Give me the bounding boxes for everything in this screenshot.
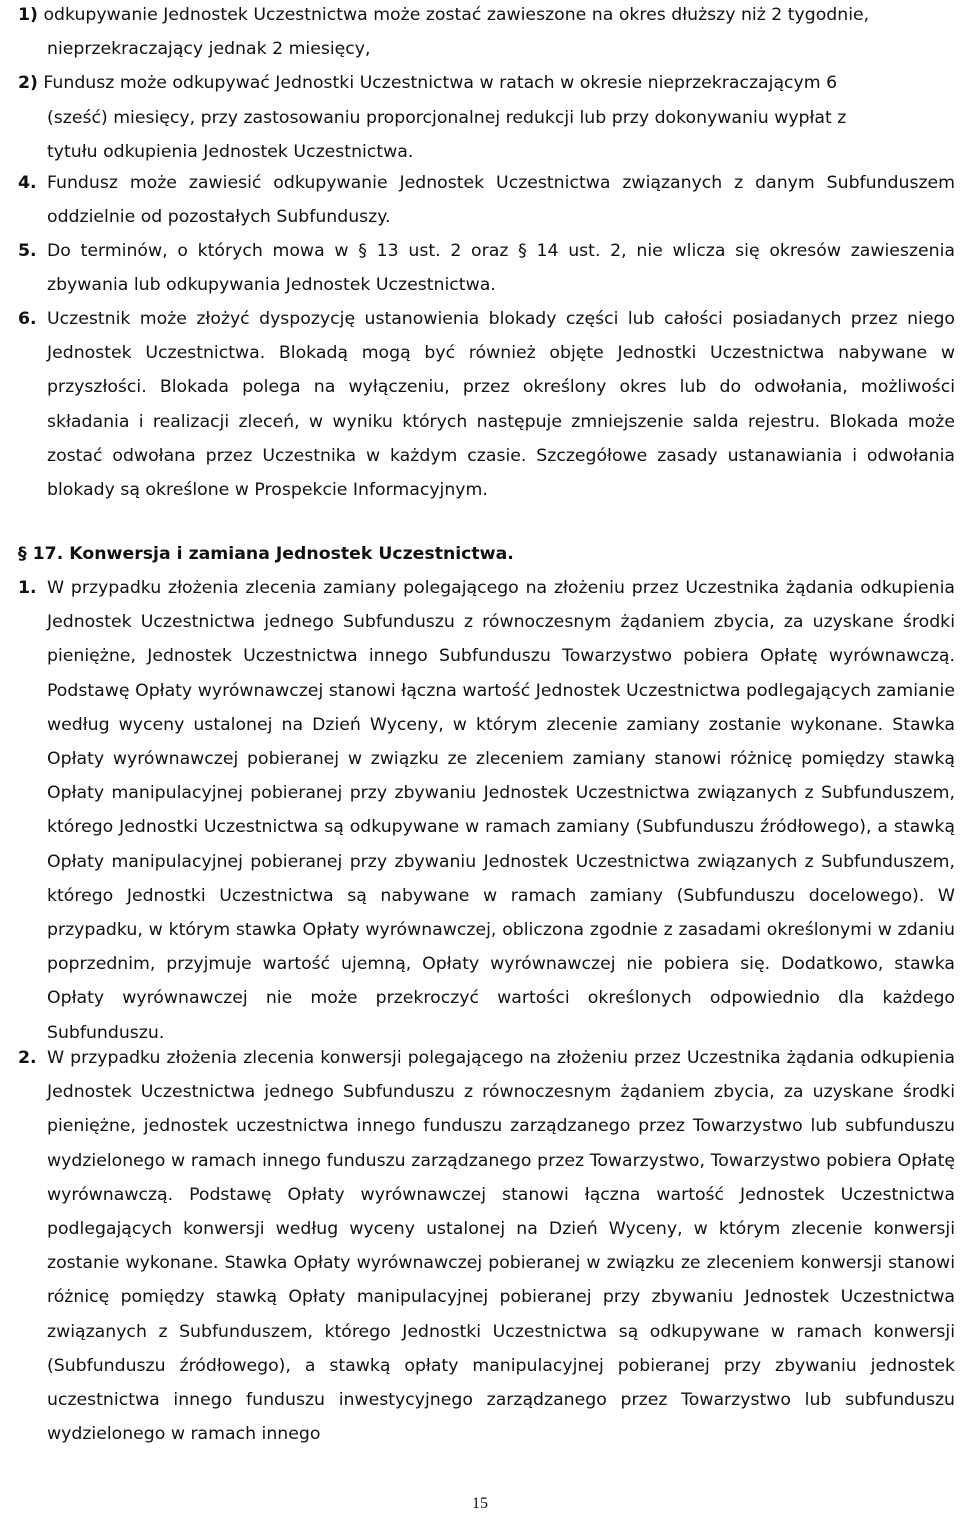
page-number: 15 — [472, 1495, 488, 1512]
item-number: 6. — [18, 309, 37, 329]
section-paragraph-2 — [18, 1041, 955, 1451]
item-text: Fundusz może zawiesić odkupywanie Jednostek Uczestnictwa związanych z danym Subfunduszem oddzielnie od pozostałych Subfunduszy. — [47, 173, 955, 228]
item-number: 4. — [18, 173, 37, 193]
document-page: 1) odkupywanie Jednostek Uczestnictwa może zostać zawieszone na okres dłuższy niż 2 tygodnie, nieprzekraczający jednak 2 miesięcy, 2) Fundusz może odkupywać Jednostki Uczestnictwa w ratach w okresie nieprzekraczającym 6 (sześć) miesięcy, przy zastosowaniu proporcjonalnej redukcji lub przy dokonywaniu wypłat z tytułu odkupienia Jednostek Uczestnictwa. 4. Fundusz może zawiesić odkupywanie Jednostek Uczestnictwa związanych z danym Subfunduszem oddzielnie od pozostałych Subfunduszy. 5. Do terminów, o których mowa w § 13 ust. 2 oraz § 14 ust. 2, nie wlicza się okresów zawieszenia zbywania lub odkupywania Jednostek Uczestnictwa. 6. Uczestnik może złożyć dyspozycję ustanowienia blokady części lub całości posiadanych przez niego Jednostek Uczestnictwa. Blokadą mogą być również objęte Jednostki Uczestnictwa nabywane w przyszłości. Blokada polega na wyłączeniu, przez określony okres lub do odwołania, możliwości składania i realizacji zleceń, w wyniku których następuje zmniejszenie salda rejestru. Blokada może zostać odwołana przez Uczestnika w każdym czasie. Szczegółowe zasady ustanawiania i odwołania blokady są określone w Prospekcie Informacyjnym. § 17. Konwersja i zamiana Jednostek Uczestnictwa. 1. W przypadku złożenia zlecenia zamiany polegającego na złożeniu przez Uczestnika żądania odkupienia Jednostek Uczestnictwa jednego Subfunduszu z równoczesnym żądaniem zbycia, za uzyskane środki pieniężne, Jednostek Uczestnictwa innego Subfunduszu Towarzystwo pobiera Opłatę wyrównawczą. Podstawę Opłaty wyrównawczej stanowi łączna wartość Jednostek Uczestnictwa podlegających zamianie według wyceny ustalonej na Dzień Wyceny, w którym zlecenie zamiany zostanie wykonane. Stawka Opłaty wyrównawczej pobieranej w związku ze zleceniem zamiany stanowi różnicę pomiędzy stawką Opłaty manipulacyjnej pobieranej przy zbywaniu Jednostek Uczestnictwa związanych z Subfunduszem, którego Jednostki Uczestnictwa są odkupywane w ramach zamiany (Subfunduszu źródłowego), a stawką Opłaty manipulacyjnej pobieranej przy zbywaniu Jednostek Uczestnictwa związanych z Subfunduszem, którego Jednostki Uczestnictwa są nabywane w ramach zamiany (Subfunduszu docelowego). W przypadku, w którym stawka Opłaty wyrównawczej, obliczona zgodnie z zasadami określonymi w zdaniu poprzednim, przyjmuje wartość ujemną, Opłaty wyrównawczej nie pobiera się. Dodatkowo, stawka Opłaty wyrównawczej nie może przekroczyć wartości określonych odpowiednio dla każdego Subfunduszu. 2. W przypadku złożenia zlecenia konwersji polegającego na złożeniu przez Uczestnika żądania odkupienia Jednostek Uczestnictwa jednego Subfunduszu z równoczesnym żądaniem zbycia, za uzyskane środki pieniężne, jednostek uczestnictwa innego funduszu zarządzanego przez Towarzystwo lub subfunduszu wydzielonego w ramach innego funduszu zarządzanego przez Towarzystwo, Towarzystwo pobiera Opłatę wyrównawczą. Podstawę Opłaty wyrównawczej stanowi łączna wartość Jednostek Uczestnictwa podlegających konwersji według wyceny ustalonej na Dzień Wyceny, w którym zlecenie konwersji zostanie wykonane. Stawka Opłaty wyrównawczej pobieranej w związku ze zleceniem konwersji stanowi różnicę pomiędzy stawką Opłaty manipulacyjnej pobieranej przy zbywaniu Jednostek Uczestnictwa związanych z Subfunduszem, którego Jednostki Uczestnictwa są odkupywane w ramach konwersji (Subfunduszu źródłowego), a stawką opłaty manipulacyjnej pobieranej przy zbywaniu jednostek uczestnictwa innego funduszu inwestycyjnego zarządzanego przez Towarzystwo lub subfunduszu wydzielonego w ramach innego 15 — [0, 0, 960, 1519]
text-line: odkupywanie Jednostek Uczestnictwa może zostać zawieszone na okres dłuższy niż 2 tygodnie, — [43, 5, 870, 25]
item-text: Uczestnik może złożyć dyspozycję ustanowienia blokady części lub całości posiadanych przez niego Jednostek Uczestnictwa. Blokadą mogą być również objęte Jednostki Uczestnictwa nabywane w przyszłości. Blokada polega na wyłączeniu, przez określony okres lub do odwołania, możliwości składania i realizacji zleceń, w wyniku których następuje zmniejszenie salda rejestru. Blokada może zostać odwołana przez Uczestnika w każdym czasie. Szczegółowe zasady ustanawiania i odwołania blokady są określone w Prospekcie Informacyjnym. — [47, 309, 955, 501]
paragraph-number: 1. — [18, 578, 37, 598]
list-item-6 — [18, 302, 955, 507]
item-text: Do terminów, o których mowa w § 13 ust. 2 oraz § 14 ust. 2, nie wlicza się okresów zawieszenia zbywania lub odkupywania Jednostek Uczestnictwa. — [47, 241, 955, 296]
section-paragraph-1 — [18, 571, 955, 1050]
paragraph-text: W przypadku złożenia zlecenia zamiany polegającego na złożeniu przez Uczestnika żądania odkupienia Jednostek Uczestnictwa jednego Subfunduszu z równoczesnym żądaniem zbycia, za uzyskane środki pieniężne, Jednostek Uczestnictwa innego Subfunduszu Towarzystwo pobiera Opłatę wyrównawczą. Podstawę Opłaty wyrównawczej stanowi łączna wartość Jednostek Uczestnictwa podlegających zamianie według wyceny ustalonej na Dzień Wyceny, w którym zlecenie zamiany zostanie wykonane. Stawka Opłaty wyrównawczej pobieranej w związku ze zleceniem zamiany stanowi różnicę pomiędzy stawką Opłaty manipulacyjnej pobieranej przy zbywaniu Jednostek Uczestnictwa związanych z Subfunduszem, którego Jednostki Uczestnictwa są odkupywane w ramach zamiany (Subfunduszu źródłowego), a stawką Opłaty manipulacyjnej pobieranej przy zbywaniu Jednostek Uczestnictwa związanych z Subfunduszem, którego Jednostki Uczestnictwa są nabywane w ramach zamiany (Subfunduszu docelowego). W przypadku, w którym stawka Opłaty wyrównawczej, obliczona zgodnie z zasadami określonymi w zdaniu poprzednim, przyjmuje wartość ujemną, Opłaty wyrównawczej nie pobiera się. Dodatkowo, stawka Opłaty wyrównawczej nie może przekroczyć wartości określonych odpowiednio dla każdego Subfunduszu. — [47, 578, 955, 1043]
list-item-4 — [18, 166, 955, 234]
item-number: 5. — [18, 241, 37, 261]
paragraph-text: W przypadku złożenia zlecenia konwersji polegającego na złożeniu przez Uczestnika żądania odkupienia Jednostek Uczestnictwa jednego Subfunduszu z równoczesnym żądaniem zbycia, za uzyskane środki pieniężne, jednostek uczestnictwa innego funduszu zarządzanego przez Towarzystwo lub subfunduszu wydzielonego w ramach innego funduszu zarządzanego przez Towarzystwo, Towarzystwo pobiera Opłatę wyrównawczą. Podstawę Opłaty wyrównawczej stanowi łączna wartość Jednostek Uczestnictwa podlegających konwersji według wyceny ustalonej na Dzień Wyceny, w którym zlecenie konwersji zostanie wykonane. Stawka Opłaty wyrównawczej pobieranej w związku ze zleceniem konwersji stanowi różnicę pomiędzy stawką Opłaty manipulacyjnej pobieranej przy zbywaniu Jednostek Uczestnictwa związanych z Subfunduszem, którego Jednostki Uczestnictwa są odkupywane w ramach konwersji (Subfunduszu źródłowego), a stawką opłaty manipulacyjnej pobieranej przy zbywaniu jednostek uczestnictwa innego funduszu inwestycyjnego zarządzanego przez Towarzystwo lub subfunduszu wydzielonego w ramach innego — [47, 1048, 955, 1445]
section-heading: § 17. Konwersja i zamiana Jednostek Uczestnictwa. — [18, 544, 514, 564]
paragraph-number: 2. — [18, 1048, 37, 1068]
list-item-5 — [18, 234, 955, 302]
